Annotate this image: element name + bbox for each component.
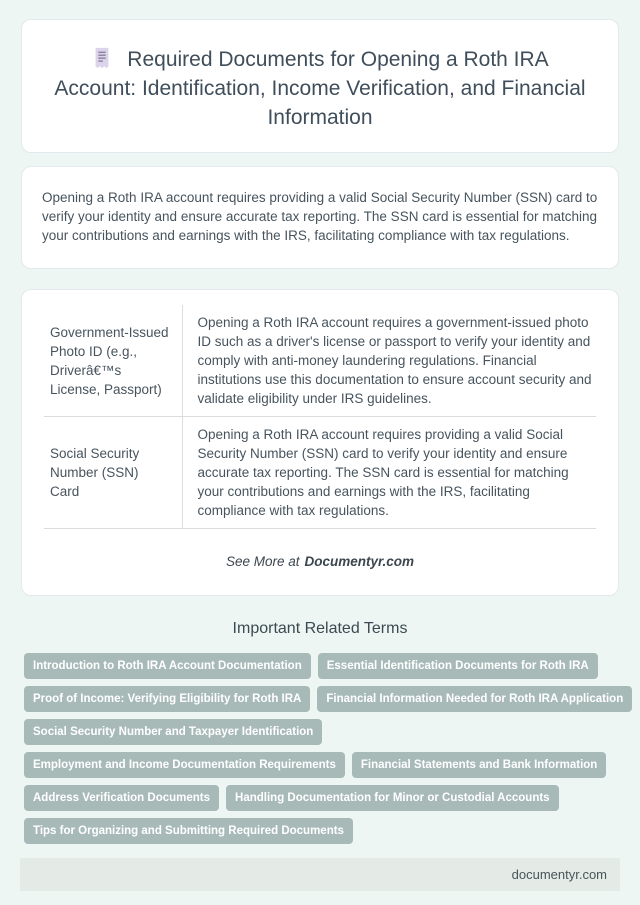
glossary-card xyxy=(21,289,619,596)
see-more-brand-link[interactable]: Documentyr.com xyxy=(304,554,415,569)
tag-row xyxy=(24,818,616,844)
related-terms-list xyxy=(24,653,624,844)
see-more-line xyxy=(44,554,596,569)
glossary-definition: Opening a Roth IRA account requires a government-issued photo ID such as a driver's license or passport to verify your identity and comply with anti-money laundering regulations. Financial institutions use this documentation to ensure account security and validate eligibility under IRS guidelines. xyxy=(182,305,596,417)
header-card xyxy=(21,19,619,153)
footer-bar xyxy=(20,858,620,891)
related-term-tag[interactable]: Financial Statements and Bank Information xyxy=(352,752,606,778)
intro-card xyxy=(21,166,619,269)
related-terms-heading: Important Related Terms xyxy=(232,620,408,637)
tag-row xyxy=(24,719,616,745)
related-term-tag[interactable]: Handling Documentation for Minor or Custodial Accounts xyxy=(226,785,559,811)
tag-row xyxy=(24,785,616,811)
intro-paragraph: Opening a Roth IRA account requires providing a valid Social Security Number (SSN) card to verify your identity and ensure accurate tax reporting. The SSN card is essential for matching your contributions and earnings with the IRS, facilitating compliance with tax regulations. xyxy=(42,190,598,243)
related-term-tag[interactable]: Social Security Number and Taxpayer Identification xyxy=(24,719,322,745)
tag-row xyxy=(24,686,624,712)
glossary-definition: Opening a Roth IRA account requires providing a valid Social Security Number (SSN) card to verify your identity and ensure accurate tax reporting. The SSN card is essential for matching your contributions and earnings with the IRS, facilitating compliance with tax regulations. xyxy=(182,417,596,529)
footer-site-link[interactable]: documentyr.com xyxy=(511,867,607,882)
see-more-text: See More at xyxy=(225,554,300,569)
related-term-tag[interactable]: Tips for Organizing and Submitting Required Documents xyxy=(24,818,353,844)
table-row xyxy=(44,417,596,529)
tag-row xyxy=(24,653,616,679)
related-term-tag[interactable]: Introduction to Roth IRA Account Documentation xyxy=(24,653,311,679)
glossary-table xyxy=(44,305,596,529)
related-term-tag[interactable]: Address Verification Documents xyxy=(24,785,219,811)
page-title-text: Required Documents for Opening a Roth IRA Account: Identification, Income Verification, and Financial Information xyxy=(54,48,586,129)
page-title xyxy=(50,45,590,132)
receipt-icon xyxy=(91,47,113,69)
tag-row xyxy=(24,752,616,778)
glossary-term: Government-Issued Photo ID (e.g., Driverâ€™s License, Passport) xyxy=(44,305,182,417)
related-term-tag[interactable]: Employment and Income Documentation Requirements xyxy=(24,752,345,778)
glossary-term: Social Security Number (SSN) Card xyxy=(44,417,182,529)
related-term-tag[interactable]: Proof of Income: Verifying Eligibility for Roth IRA xyxy=(24,686,310,712)
table-row xyxy=(44,305,596,417)
related-term-tag[interactable]: Essential Identification Documents for Roth IRA xyxy=(318,653,598,679)
related-term-tag[interactable]: Financial Information Needed for Roth IRA Application xyxy=(317,686,632,712)
